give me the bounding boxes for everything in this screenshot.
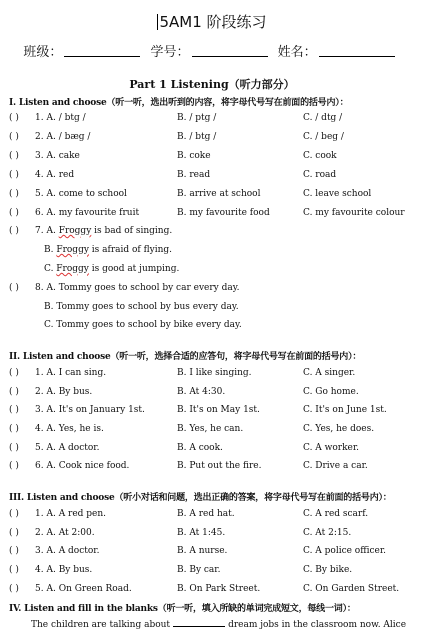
option-c: C. A police officer. bbox=[303, 546, 387, 556]
question-row: ( ) 4. A. Yes, he is. B. Yes, he can. C. Yes, he does. bbox=[9, 424, 375, 434]
option-c: C. A singer. bbox=[303, 368, 356, 378]
passage-line: The children are talking about dream jobs in the classroom now. Alice bbox=[9, 617, 419, 630]
answer-parens[interactable]: ( ) bbox=[9, 151, 19, 161]
question-row: ( ) 4. A. red B. read C. road bbox=[9, 170, 337, 180]
option-b: B. my favourite food bbox=[177, 208, 270, 218]
option-b: B. coke bbox=[177, 151, 211, 161]
option-c: C. leave school bbox=[303, 189, 372, 199]
answer-parens[interactable]: ( ) bbox=[9, 113, 19, 123]
option-b: B. / btg / bbox=[177, 132, 217, 142]
option-c: C. A red scarf. bbox=[303, 509, 369, 519]
name-label: 姓名： bbox=[277, 45, 317, 60]
option-c: C. It's on June 1st. bbox=[303, 405, 387, 415]
option-b: B. A red hat. bbox=[177, 509, 235, 519]
question-row: ( ) 8. A. Tommy goes to school by car every day. bbox=[9, 283, 240, 293]
option-c: C. On Garden Street. bbox=[303, 584, 400, 594]
answer-parens[interactable]: ( ) bbox=[9, 584, 19, 594]
blank-1[interactable] bbox=[173, 617, 225, 627]
option-b: B. read bbox=[177, 170, 211, 180]
option-c: C. cook bbox=[303, 151, 337, 161]
answer-parens[interactable]: ( ) bbox=[9, 405, 19, 415]
answer-parens[interactable]: ( ) bbox=[9, 565, 19, 575]
answer-parens[interactable]: ( ) bbox=[9, 226, 19, 236]
question-row: ( ) 7. A. Froggy is bad of singing. bbox=[9, 226, 173, 236]
question-row: ( ) 1. A. / btg / B. / ptg / C. / dtg / bbox=[9, 113, 343, 123]
option-c: C. / dtg / bbox=[303, 113, 343, 123]
option-line: C. Tommy goes to school by bike every day. bbox=[44, 320, 242, 330]
option-b: B. I like singing. bbox=[177, 368, 252, 378]
section-3-heading: III. Listen and choose（听小对话和问题，选出正确的答案，将字母代号写在前面的括号内）： bbox=[9, 493, 392, 503]
question-row: ( ) 6. A. my favourite fruit B. my favourite food C. my favourite colour bbox=[9, 208, 405, 218]
option-c: C. / beg / bbox=[303, 132, 344, 142]
worksheet-title: 5AM1 阶段练习 bbox=[159, 13, 267, 31]
question-row: ( ) 6. A. Cook nice food. B. Put out the fire. C. Drive a car. bbox=[9, 461, 368, 471]
option-b: B. Put out the fire. bbox=[177, 461, 262, 471]
answer-parens[interactable]: ( ) bbox=[9, 546, 19, 556]
answer-parens[interactable]: ( ) bbox=[9, 509, 19, 519]
number-blank[interactable] bbox=[192, 44, 268, 57]
option-b: B. arrive at school bbox=[177, 189, 261, 199]
class-blank[interactable] bbox=[64, 44, 140, 57]
option-c: C. Go home. bbox=[303, 387, 359, 397]
option-line: B. Froggy is afraid of flying. bbox=[44, 245, 173, 255]
question-row: ( ) 1. A. A red pen. B. A red hat. C. A red scarf. bbox=[9, 509, 369, 519]
option-c: C. my favourite colour bbox=[303, 208, 405, 218]
option-c: C. road bbox=[303, 170, 337, 180]
option-c: C. A worker. bbox=[303, 443, 360, 453]
answer-parens[interactable]: ( ) bbox=[9, 424, 19, 434]
option-b: B. A cook. bbox=[177, 443, 223, 453]
name-blank[interactable] bbox=[319, 44, 395, 57]
question-row: ( ) 1. A. I can sing. B. I like singing. C. A singer. bbox=[9, 368, 356, 378]
section-1-heading: I. Listen and choose（听一听，选出听到的内容，将字母代号写在前面的括号内）： bbox=[9, 98, 349, 108]
question-row: ( ) 5. A. A doctor. B. A cook. C. A worker. bbox=[9, 443, 360, 453]
question-row: ( ) 3. A. cake B. coke C. cook bbox=[9, 151, 337, 161]
answer-parens[interactable]: ( ) bbox=[9, 443, 19, 453]
class-label: 班级： bbox=[23, 45, 63, 60]
option-line: B. Tommy goes to school by bus every day. bbox=[44, 302, 239, 312]
question-row: ( ) 5. A. come to school B. arrive at school C. leave school bbox=[9, 189, 372, 199]
answer-parens[interactable]: ( ) bbox=[9, 528, 19, 538]
question-row: ( ) 2. A. At 2:00. B. At 1:45. C. At 2:15. bbox=[9, 528, 352, 538]
option-c: C. By bike. bbox=[303, 565, 353, 575]
part-title: Part 1 Listening（听力部分） bbox=[129, 78, 295, 91]
answer-parens[interactable]: ( ) bbox=[9, 283, 19, 293]
answer-parens[interactable]: ( ) bbox=[9, 189, 19, 199]
answer-parens[interactable]: ( ) bbox=[9, 132, 19, 142]
option-b: B. At 4:30. bbox=[177, 387, 226, 397]
option-c: C. Yes, he does. bbox=[303, 424, 375, 434]
question-row: ( ) 3. A. It's on January 1st. B. It's on May 1st. C. It's on June 1st. bbox=[9, 405, 387, 415]
option-b: B. On Park Street. bbox=[177, 584, 261, 594]
question-row: ( ) 2. A. / bæg / B. / btg / C. / beg / bbox=[9, 132, 344, 142]
question-row: ( ) 3. A. A doctor. B. A nurse. C. A police officer. bbox=[9, 546, 387, 556]
question-row: ( ) 5. A. On Green Road. B. On Park Street. C. On Garden Street. bbox=[9, 584, 400, 594]
answer-parens[interactable]: ( ) bbox=[9, 368, 19, 378]
option-c: C. At 2:15. bbox=[303, 528, 352, 538]
student-info-line bbox=[0, 41, 424, 60]
option-c: C. Drive a car. bbox=[303, 461, 368, 471]
option-b: B. Yes, he can. bbox=[177, 424, 244, 434]
option-b: B. / ptg / bbox=[177, 113, 217, 123]
answer-parens[interactable]: ( ) bbox=[9, 170, 19, 180]
option-b: B. By car. bbox=[177, 565, 221, 575]
question-row: ( ) 2. A. By bus. B. At 4:30. C. Go home. bbox=[9, 387, 359, 397]
option-b: B. A nurse. bbox=[177, 546, 228, 556]
option-line: C. Froggy is good at jumping. bbox=[44, 264, 180, 274]
option-b: B. It's on May 1st. bbox=[177, 405, 260, 415]
number-label: 学号： bbox=[150, 45, 190, 60]
answer-parens[interactable]: ( ) bbox=[9, 461, 19, 471]
answer-parens[interactable]: ( ) bbox=[9, 387, 19, 397]
question-row: ( ) 4. A. By bus. B. By car. C. By bike. bbox=[9, 565, 353, 575]
option-b: B. At 1:45. bbox=[177, 528, 226, 538]
section-4-heading: IV. Listen and fill in the blanks（听一听，填入所缺的单词完成短文，每线一词）： bbox=[9, 604, 356, 614]
answer-parens[interactable]: ( ) bbox=[9, 208, 19, 218]
section-2-heading: II. Listen and choose（听一听，选择合适的应答句，将字母代号写在前面的括号内）： bbox=[9, 352, 362, 362]
